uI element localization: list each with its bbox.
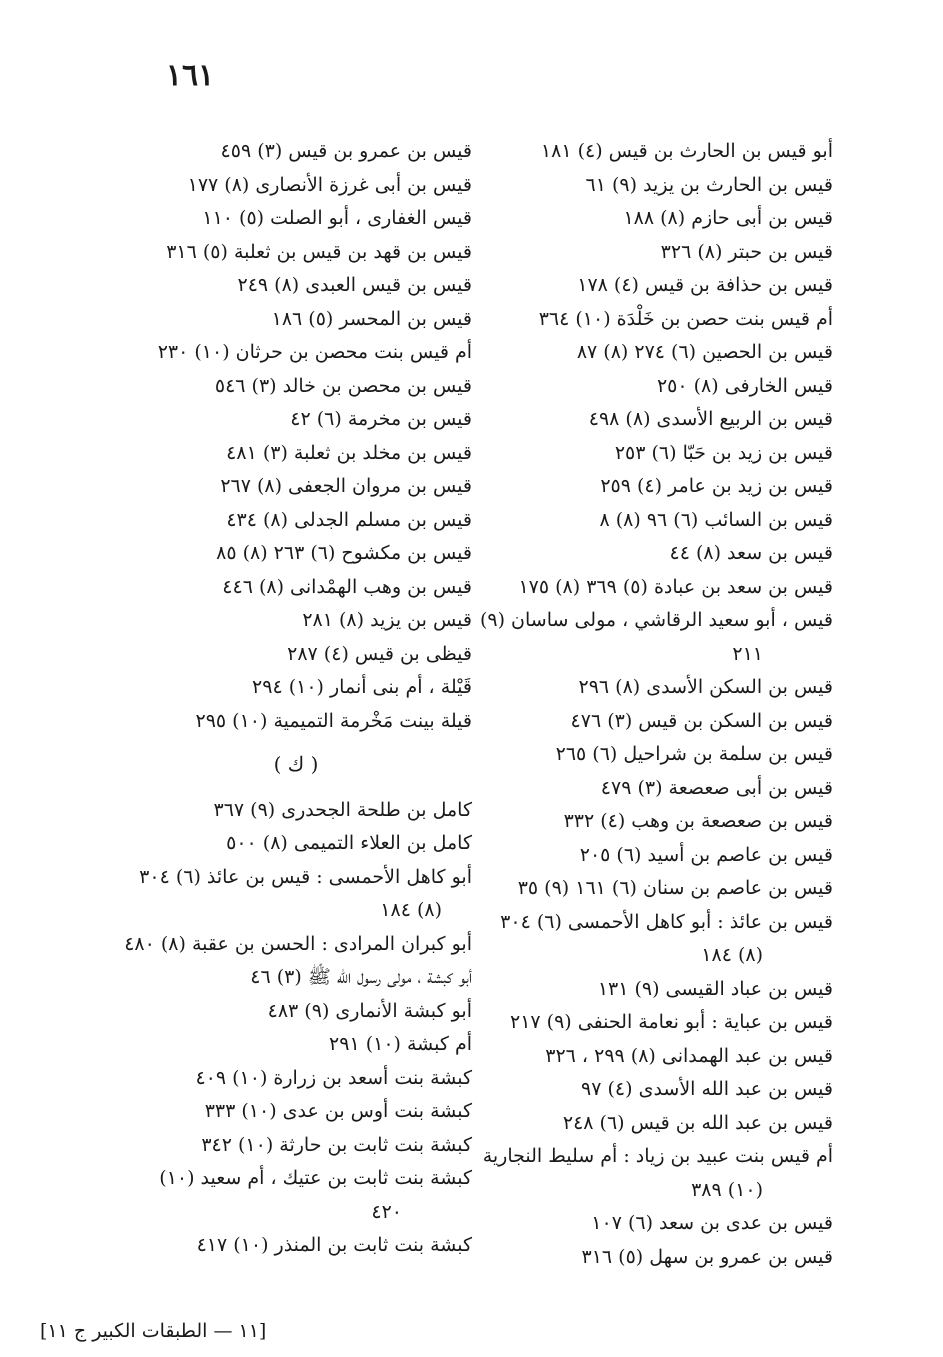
index-entry: قيس بن عاصم بن أسيد (٦) ٢٠٥: [579, 843, 833, 866]
index-entry: كامل بن العلاء التميمى (٨) ٥٠٠: [226, 832, 472, 854]
index-entry: كبشة بنت ثابت بن المنذر (١٠) ٤١٧: [196, 1234, 472, 1256]
index-entry: قيس بن قهد بن قيس بن ثعلبة (٥) ٣١٦: [166, 240, 472, 263]
index-entry: قيس بن السائب (٦) ٩٦ (٨) ٨: [599, 508, 833, 531]
index-entry: قيس بن سعد بن عبادة (٥) ٣٦٩ (٨) ١٧٥: [518, 575, 833, 598]
index-entry: أبو قيس بن الحارث بن قيس (٤) ١٨١: [540, 140, 833, 162]
index-entry: (٨) ١٨٤: [701, 944, 763, 966]
index-entry: قيس بن عاصم بن سنان (٦) ١٦١ (٩) ٣٥: [517, 877, 833, 899]
index-entry: كامل بن طلحة الجحدرى (٩) ٣٦٧: [213, 798, 472, 821]
index-entry: قيس بن عبد الله بن قيس (٦) ٢٤٨: [562, 1111, 833, 1134]
page-number: ١٦١: [165, 58, 215, 93]
index-entry: (١٠) ٣٨٩: [691, 1178, 763, 1201]
index-entry: قيس بن السكن بن قيس (٣) ٤٧٦: [570, 709, 833, 732]
index-entry: كبشة بنت أوس بن عدى (١٠) ٣٣٣: [204, 1100, 472, 1122]
index-entry: قيس الخارفى (٨) ٢٥٠: [656, 374, 833, 397]
index-entry: أبو كبشة ، مولى رسول الله ﷺ (٣) ٤٦: [250, 966, 472, 988]
index-entry: قيس بن يزيد (٨) ٢٨١: [302, 609, 472, 631]
index-entry: كبشة بنت أسعد بن زرارة (١٠) ٤٠٩: [195, 1066, 472, 1089]
index-entry: أم قيس بنت محصن بن حرثان (١٠) ٢٣٠: [157, 341, 472, 363]
index-entry: قيس بن عبد الهمدانى (٨) ٢٩٩ ، ٣٢٦: [545, 1044, 833, 1067]
index-entry: قيلة بينت مَخْرمة التميمية (١٠) ٢٩٥: [195, 709, 472, 732]
index-entry: قيس بن الربيع الأسدى (٨) ٤٩٨: [588, 408, 833, 430]
index-entry: قيس بن حبتر (٨) ٣٢٦: [660, 240, 833, 263]
index-entry: ٤٢٠: [371, 1200, 402, 1223]
index-entry: أم قيس بنت عبيد بن زياد : أم سليط النجارية: [482, 1145, 833, 1167]
index-entry: قيس بن زيد بن حَبّا (٦) ٢٥٣: [614, 441, 833, 464]
index-entry: قيس بن عبد الله الأسدى (٤) ٩٧: [581, 1078, 833, 1100]
index-entry: قيس بن مروان الجعفى (٨) ٢٦٧: [220, 475, 472, 497]
index-entry: قيس بن مكشوح (٦) ٢٦٣ (٨) ٨٥: [216, 542, 472, 564]
index-entry: أبو كبشة الأنمارى (٩) ٤٨٣: [267, 999, 472, 1022]
index-entry: قيس بن عباد القيسى (٩) ١٣١: [597, 977, 833, 1000]
index-entry: قيس بن الحصين (٦) ٢٧٤ (٨) ٨٧: [576, 341, 833, 363]
index-entry: قَيْلة ، أم بنى أنمار (١٠) ٢٩٤: [252, 676, 472, 698]
index-entry: قيظى بن قيس (٤) ٢٨٧: [287, 642, 472, 665]
index-entry: قيس بن السكن الأسدى (٨) ٢٩٦: [578, 676, 833, 698]
index-entry: قيس بن عائذ : أبو كاهل الأحمسى (٦) ٣٠٤: [500, 910, 833, 933]
index-entry: قيس بن وهب الهمْدانى (٨) ٤٤٦: [222, 575, 472, 598]
index-entry: قيس بن مسلم الجدلى (٨) ٤٣٤: [226, 508, 472, 531]
index-entry: كبشة بنت ثابت بن حارثة (١٠) ٣٤٢: [201, 1133, 472, 1156]
index-entry: قيس بن المحسر (٥) ١٨٦: [271, 307, 472, 330]
index-entry: قيس بن سلمة بن شراحيل (٦) ٢٦٥: [555, 743, 833, 765]
index-entry: قيس بن محصن بن خالد (٣) ٥٤٦: [214, 374, 472, 397]
index-entry: قيس بن زيد بن عامر (٤) ٢٥٩: [600, 475, 833, 497]
section-heading-kaf: ( ك ): [273, 752, 319, 776]
index-entries-qaf: [120, 135, 472, 738]
index-entry: أبو كبران المرادى : الحسن بن عقبة (٨) ٤٨٠: [124, 932, 472, 955]
index-entry: قيس بن أبى صعصعة (٣) ٤٧٩: [600, 776, 833, 799]
index-entry: (٨) ١٨٤: [380, 899, 442, 921]
index-entry: قيس بن سعد (٨) ٤٤: [669, 542, 833, 564]
index-entry: أم كبشة (١٠) ٢٩١: [329, 1033, 472, 1055]
footer-signature: [١١ — الطبقات الكبير ج ١١]: [40, 1320, 267, 1342]
index-entry: قيس بن عباية : أبو نعامة الحنفى (٩) ٢١٧: [509, 1011, 833, 1033]
index-entry: قيس الغفارى ، أبو الصلت (٥) ١١٠: [202, 207, 472, 229]
index-entry: قيس بن حذافة بن قيس (٤) ١٧٨: [577, 274, 833, 296]
index-entry: قيس بن مخرمة (٦) ٤٢: [290, 408, 472, 430]
index-entry: قيس بن أبى غرزة الأنصارى (٨) ١٧٧: [187, 173, 472, 196]
index-entry: قيس بن عمرو بن قيس (٣) ٤٥٩: [220, 140, 472, 162]
index-entry: أم قيس بنت حصن بن خَلْدَة (١٠) ٣٦٤: [538, 307, 833, 330]
index-entry: ٢١١: [732, 642, 763, 665]
index-entry: قيس بن مخلد بن ثعلبة (٣) ٤٨١: [226, 441, 472, 464]
index-entry: كبشة بنت ثابت بن عتيك ، أم سعيد (١٠): [159, 1167, 472, 1189]
index-entries-kaf: [120, 794, 472, 1263]
index-entry: قيس بن عدى بن سعد (٦) ١٠٧: [591, 1212, 833, 1234]
index-entry: قيس بن عمرو بن سهل (٥) ٣١٦: [581, 1245, 833, 1268]
index-entry: قيس بن صعصعة بن وهب (٤) ٣٣٢: [563, 810, 833, 832]
index-entry: أبو كاهل الأحمسى : قيس بن عائذ (٦) ٣٠٤: [139, 865, 472, 888]
index-entry: قيس ، أبو سعيد الرقاشي ، مولى ساسان (٩): [479, 609, 833, 631]
index-entry: قيس بن الحارث بن يزيد (٩) ٦١: [585, 173, 833, 196]
index-column-left: [120, 135, 472, 1263]
index-column-right: [479, 135, 833, 1274]
index-entry: قيس بن أبى حازم (٨) ١٨٨: [623, 207, 833, 229]
index-entry: قيس بن قيس العبدى (٨) ٢٤٩: [237, 274, 472, 296]
